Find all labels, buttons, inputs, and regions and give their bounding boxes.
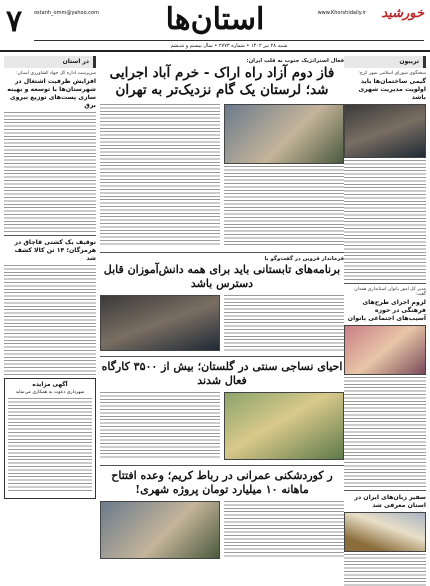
story-body	[344, 377, 426, 487]
masthead	[0, 0, 430, 52]
divider	[100, 356, 344, 357]
story-headline: افزایش ظرفیت اشتغال در شهرستان‌ها با توسعه و بهینه سازی پست‌های توزیع نیروی برق	[7, 78, 96, 109]
dateline: شنبه ۲۸ تیر ۱۴۰۲ • شماره ۲۷۷۳ • سال بیستم و شـشم	[34, 40, 424, 50]
story-headline: برنامه‌های تابستانی باید برای همه دانش‌آموزان قابل دسترس باشد	[103, 263, 341, 290]
portrait-photo	[100, 295, 220, 351]
story-headline: سفیر زبان‌های ایران در استان معرفی شد	[354, 494, 426, 509]
ad-body	[8, 398, 92, 493]
left-column	[4, 56, 96, 582]
story-body	[4, 112, 96, 232]
divider	[344, 490, 426, 491]
lead-kicker: فعال استراتژیک جنوب به قلب ایران:	[246, 58, 344, 64]
story-body	[224, 295, 344, 351]
section-tag-provinces: در استان	[4, 56, 96, 68]
lead-body	[100, 104, 220, 247]
story-photo	[344, 325, 426, 375]
story-body	[344, 160, 426, 280]
website-address: www.Khorshidaily.ir	[317, 10, 366, 16]
story-body	[224, 501, 344, 559]
story-headline: توقیف یک کشتی قاچاق در هرمزگان؛ ۱۴ تن کالا کشف شد	[14, 239, 96, 262]
ad-text: شهرداری دعوت به همکاری می‌نماید	[15, 390, 85, 395]
story-photo	[344, 104, 426, 158]
story-kicker: سخنگوی شورای اسلامی شهر کرج:	[358, 71, 426, 76]
publisher-logo: خورشید	[381, 6, 424, 21]
divider	[100, 465, 344, 466]
story-photo	[344, 512, 426, 552]
lead-headline: فاز دوم آزاد راه اراک - خرم آباد اجرایی شد؛ لرستان یک گام نزدیک‌تر به تهران	[109, 65, 335, 98]
advertisement-box	[4, 378, 96, 499]
email-address: ostanh_omm@yahoo.com	[34, 10, 99, 16]
newspaper-logo: استان‌ها	[165, 2, 265, 37]
construction-photo	[100, 501, 220, 559]
section-tag-tribune: تریبون	[344, 56, 426, 68]
story-body	[100, 392, 220, 460]
main-column	[100, 56, 344, 582]
right-column	[344, 56, 426, 582]
divider	[100, 252, 344, 253]
textile-photo	[224, 392, 344, 460]
story-body	[4, 265, 96, 375]
page-number: ۷	[6, 4, 23, 39]
story-headline: ر کوردشکنی عمرانی در رباط کریم؛ وعده افتتاح ماهانه ۱۰ میلیارد تومان پروژه شهری!	[111, 469, 333, 496]
lead-body	[224, 166, 344, 246]
story-headline: احیای نساجی سنتی در گلستان؛ بیش از ۳۵۰۰ کارگاه فعال شدند	[101, 360, 343, 387]
story-headline: لزوم اجرای طرح‌های فرهنگی در حوزه آسیب‌های اجتماعی بانوان	[347, 299, 426, 322]
story-kicker: مدیر کل امور بانوان استانداری همدان گفت:	[354, 287, 426, 297]
story-kicker: فرماندار قزوین در گفت‌وگو با	[264, 256, 344, 262]
divider	[4, 235, 96, 236]
lead-photo	[224, 104, 344, 164]
divider	[344, 283, 426, 284]
story-body	[344, 554, 426, 586]
story-headline: گیمی ساختمان‌ها باید اولویت مدیریت شهری باشد	[358, 78, 426, 101]
ad-title: آگهی مزایده	[32, 382, 68, 388]
story-kicker: سرپرست اداره کل جهاد کشاورزی استان:	[16, 71, 96, 76]
